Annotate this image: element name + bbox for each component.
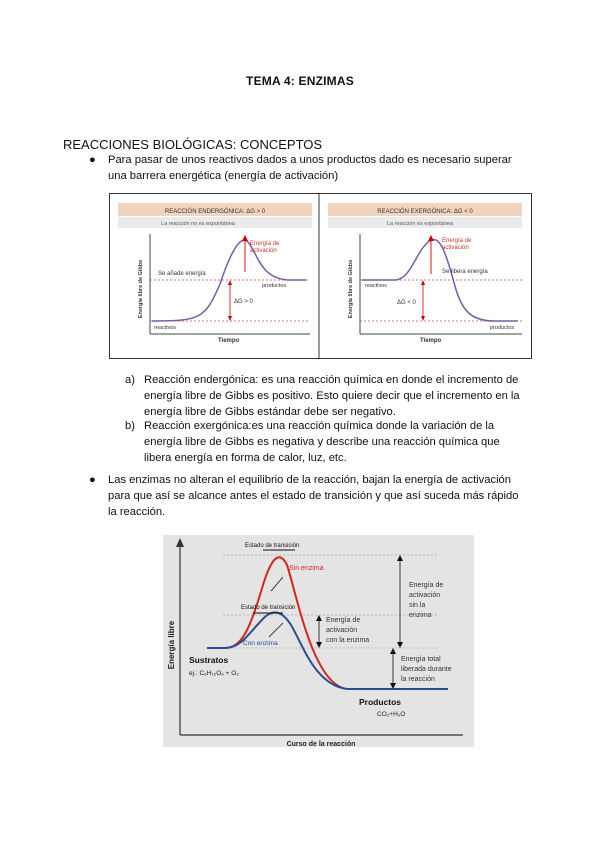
bullet-text: Las enzimas no alteran el equilibrio de la reacción, bajan la energía de activación para que así se alcance antes el estado de transición y que así suceda más rápido la reacción. — [108, 474, 519, 518]
section-heading: REACCIONES BIOLÓGICAS: CONCEPTOS — [63, 137, 323, 152]
substrates-label: Sustratos — [189, 655, 229, 665]
ts-upper-label: Estado de transición — [245, 543, 300, 549]
exergonic-ylabel: Energía libre de Gibbs — [348, 259, 354, 319]
ea-with-l3: con la enzima — [326, 637, 370, 644]
ea-without-l1: Energía de — [409, 582, 444, 589]
endergonic-ylabel: Energía libre de Gibbs — [138, 259, 144, 319]
exergonic-xlabel: Tiempo — [420, 338, 442, 344]
enzyme-energy-figure — [163, 535, 474, 747]
list-text: Reacción endergónica: es una reacción química en donde el incremento de energía libre de Gibbs es positivo. Esto quiere decir que el incremento en la energía libre de Gibbs estándar debe ser negativo. — [144, 374, 520, 418]
ea-with-l1: Energía de — [326, 617, 361, 624]
bullet-text: Para pasar de unos reactivos dados a unos productos dado es necesario superar una barrera energética (energía de activación) — [108, 154, 512, 182]
ts-lower-label: Estado de transición — [241, 605, 296, 611]
ea-with-l2: activación — [326, 627, 358, 634]
exergonic-reactants: reactivos — [365, 283, 388, 289]
endergonic-released: Se añade energía — [158, 271, 206, 277]
substrates-example: ej.: C₆H₁₂O₆ + O₂ — [189, 670, 239, 677]
endergonic-panel — [110, 194, 318, 358]
endergonic-xlabel: Tiempo — [218, 338, 240, 344]
products-formula: CO₂+H₂O — [377, 711, 406, 718]
exergonic-products: productos — [490, 325, 515, 331]
exergonic-released: Se libera energía — [442, 269, 488, 275]
exergonic-activation-l2: activación — [442, 245, 469, 251]
products-label: Productos — [359, 697, 402, 707]
endergonic-activation-l2: activación — [250, 248, 277, 254]
endergonic-header: REACCIÓN ENDERGÓNICA: ΔG > 0 — [164, 209, 266, 215]
ea-without-l3: sin la — [409, 602, 426, 609]
exergonic-header: REACCIÓN EXERGÓNICA: ΔG < 0 — [377, 209, 473, 215]
ea-without-l4: enzima — [409, 612, 432, 619]
list-marker: b) — [125, 420, 135, 432]
enzyme-xlabel: Curso de la reacción — [286, 741, 356, 747]
total-l2: liberada durante — [401, 666, 452, 673]
endergonic-delta: ΔG > 0 — [234, 299, 253, 305]
endergonic-activation-l1: Energía de — [250, 241, 280, 247]
bullet-marker: ● — [89, 474, 96, 486]
exergonic-subheader: La reacción es espontánea — [386, 221, 454, 227]
total-l1: Energía total — [401, 656, 441, 663]
exergonic-delta: ΔG < 0 — [397, 300, 416, 306]
total-l3: la reacción — [401, 676, 435, 683]
endergonic-subheader: La reacción no es espontánea — [161, 221, 235, 227]
with-enzyme-label: Con enzima — [243, 640, 278, 647]
page-title: TEMA 4: ENZIMAS — [246, 74, 354, 88]
endergonic-reactants: reactivos — [154, 325, 177, 331]
reaction-energy-figure — [109, 193, 532, 359]
bullet-marker: ● — [89, 154, 96, 166]
exergonic-activation-l1: Energía de — [442, 238, 472, 244]
enzyme-ylabel: Energía libre — [167, 620, 176, 670]
exergonic-panel — [328, 203, 522, 344]
without-enzyme-label: Sin enzima — [289, 565, 324, 572]
list-marker: a) — [125, 374, 135, 386]
endergonic-products: productos — [262, 283, 287, 289]
list-text: Reacción exergónica:es una reacción química donde la variación de la energía libre de Gibbs es negativa y describe una reacción química que libera energía en forma de calor, luz, etc. — [144, 420, 500, 464]
ea-without-l2: activación — [409, 592, 441, 599]
